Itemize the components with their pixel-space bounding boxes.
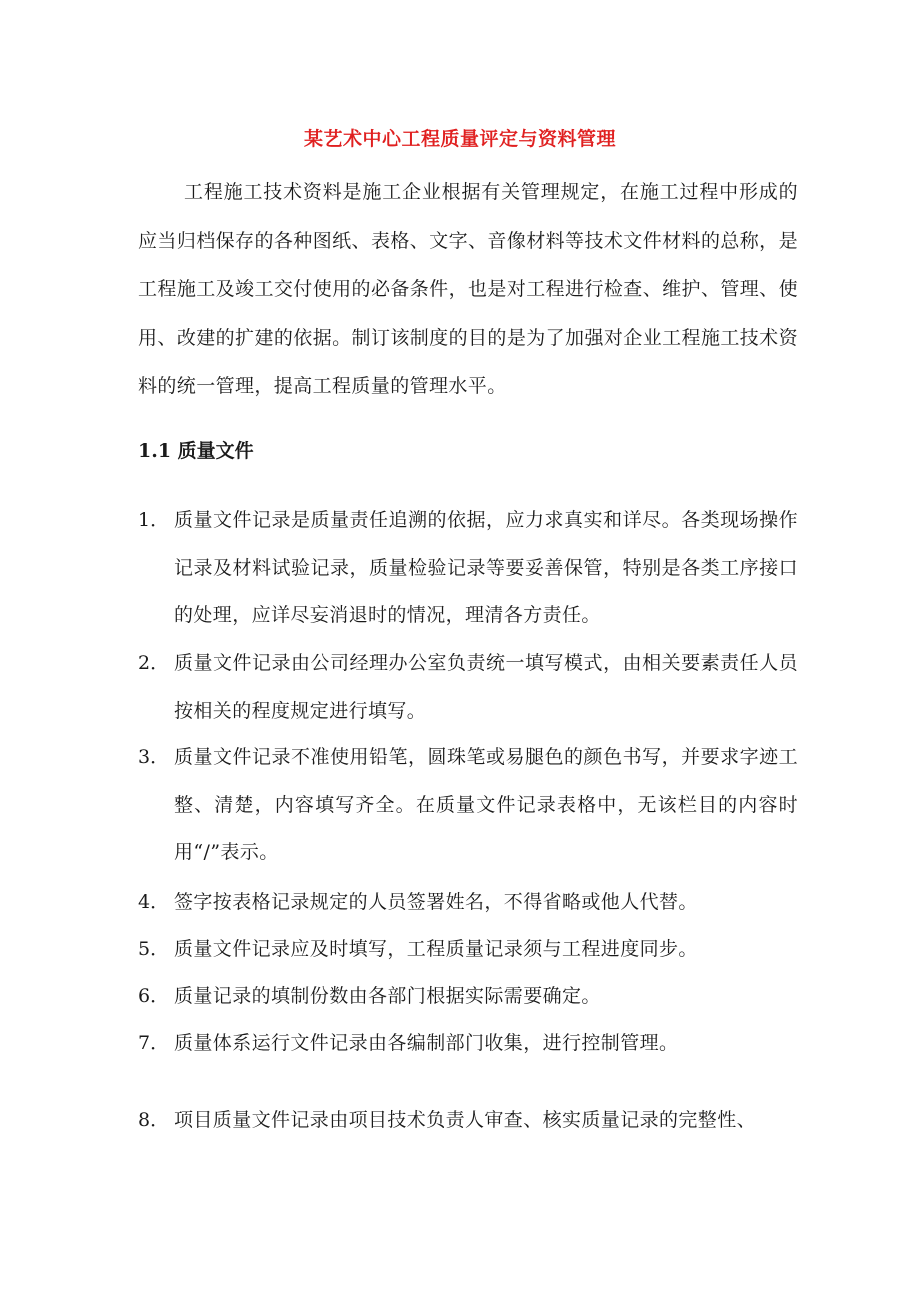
intro-paragraph: 工程施工技术资料是施工企业根据有关管理规定，在施工过程中形成的应当归档保存的各种图纸、表格、文字、音像材料等技术文件材料的总称，是工程施工及竣工交付使用的必备条件，也是对工程进行检查、维护、管理、使用、改建的扩建的依据。制订该制度的目的是为了加强对企业工程施工技术资料的统一管理，提高工程质量的管理水平。 [138, 181, 798, 397]
list-item-number: 3． [138, 746, 170, 768]
list-item [138, 926, 798, 974]
section-heading: 1.1 质量文件 [138, 440, 254, 462]
list-item [138, 734, 798, 877]
list-item-text: 质量记录的填制份数由各部门根据实际需要确定。 [174, 985, 601, 1007]
list-item-number: 1． [138, 509, 170, 531]
list-item-text: 质量文件记录应及时填写，工程质量记录须与工程进度同步。 [174, 938, 698, 960]
list-item [138, 879, 798, 927]
list-item-text: 项目质量文件记录由项目技术负责人审查、核实质量记录的完整性、 [174, 1109, 757, 1131]
list-item [138, 1097, 798, 1145]
list-item-text: 质量文件记录由公司经理办公室负责统一填写模式，由相关要素责任人员按相关的程度规定进行填写。 [174, 652, 798, 722]
list-item-text: 质量体系运行文件记录由各编制部门收集，进行控制管理。 [174, 1032, 679, 1054]
list-item-number: 8． [138, 1109, 170, 1131]
list-item-number: 4． [138, 891, 170, 913]
list-item [138, 1020, 798, 1068]
list-item-text: 质量文件记录不准使用铅笔，圆珠笔或易腿色的颜色书写，并要求字迹工整、清楚，内容填写齐全。在质量文件记录表格中，无该栏目的内容时用“/”表示。 [174, 746, 798, 863]
list-item-number: 6． [138, 985, 170, 1007]
document-title: 某艺术中心工程质量评定与资料管理 [303, 128, 616, 150]
list-item [138, 973, 798, 1021]
list-item-number: 5． [138, 938, 170, 960]
list-item [138, 497, 798, 640]
list-item-text: 质量文件记录是质量责任追溯的依据，应力求真实和详尽。各类现场操作记录及材料试验记录，质量检验记录等要妥善保管，特别是各类工序接口的处理，应详尽妄消退时的情况，理清各方责任。 [174, 509, 798, 626]
list-item-text: 签字按表格记录规定的人员签署姓名，不得省略或他人代替。 [174, 891, 698, 913]
list-item-number: 2． [138, 652, 170, 674]
list-item [138, 640, 798, 735]
list-item-number: 7． [138, 1032, 170, 1054]
